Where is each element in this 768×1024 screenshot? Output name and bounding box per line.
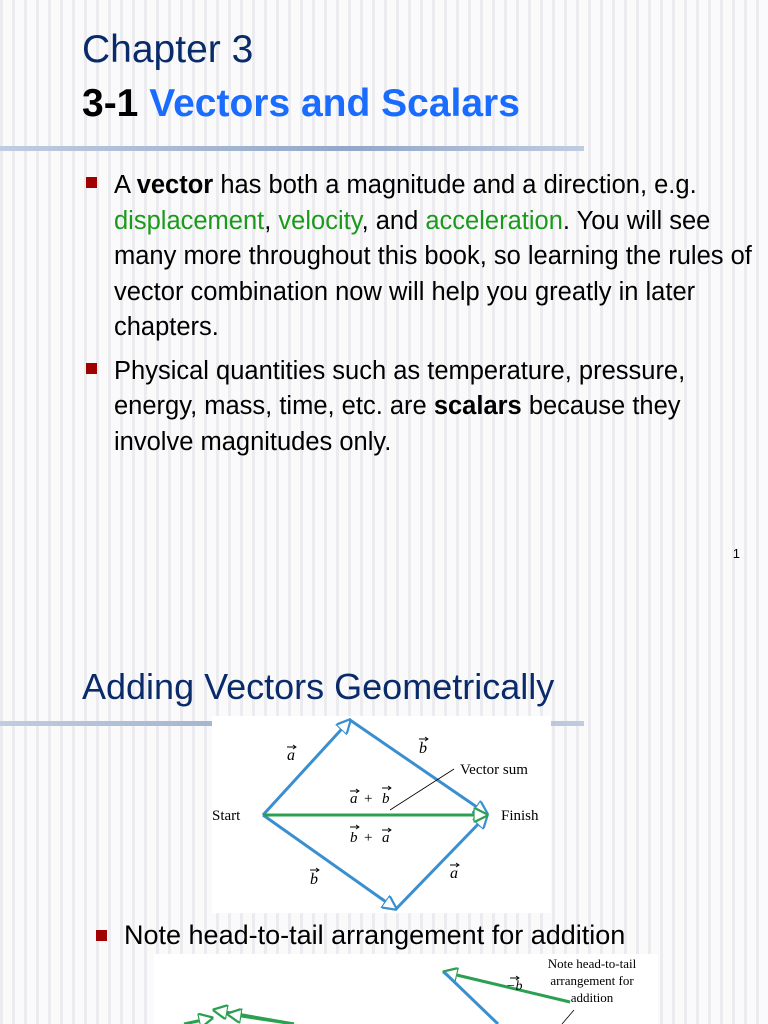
section-name: Vectors and Scalars <box>149 82 520 125</box>
label-b-top: b <box>419 740 427 757</box>
section-number: 3-1 <box>82 82 139 125</box>
note-line-1: Note head-to-tail <box>547 956 637 971</box>
head-to-tail-figure <box>154 954 658 1024</box>
vector-sum-leader-line <box>390 769 454 810</box>
vector-parallelogram-diagram <box>212 716 551 913</box>
label-sum-plus-2: + <box>364 830 373 846</box>
label-sum-a: a <box>350 791 358 807</box>
term-vector: vector <box>136 171 214 199</box>
square-bullet-icon <box>96 930 107 941</box>
text-run: Physical quantities such as temperature, pressure, energy, mass, time, etc. are <box>114 356 686 420</box>
title-divider <box>0 146 584 151</box>
note-leader-line <box>562 1010 574 1024</box>
term-velocity: velocity <box>278 206 362 235</box>
vector-sum-label: Vector sum <box>460 762 528 778</box>
square-bullet-icon <box>86 177 97 188</box>
left-small-arrow <box>184 1018 212 1024</box>
bullet-item-vector <box>86 168 756 346</box>
note-line-3: addition <box>570 990 614 1005</box>
label-a-top: a <box>287 747 295 764</box>
label-a-bottom: a <box>450 865 458 882</box>
slide-title: Adding Vectors Geometrically <box>82 666 555 707</box>
label-neg-b: −b <box>506 979 523 994</box>
vector-b-bottom <box>263 815 396 909</box>
finish-label: Finish <box>501 808 539 824</box>
bullet-item-note <box>96 920 625 951</box>
chapter-title: Chapter 3 <box>82 28 254 71</box>
head-to-tail-diagram <box>154 954 658 1024</box>
text-run: . You will see many more throughout this book, so learning the rules of vector combination now will help you greatly in later chapters. <box>114 206 752 341</box>
bullet-list <box>86 168 756 468</box>
page-number: 1 <box>732 546 740 561</box>
bullet-item-scalar <box>86 354 756 461</box>
note-text: Note head-to-tail arrangement for addition <box>124 920 626 950</box>
start-label: Start <box>212 808 241 824</box>
section-title <box>82 82 520 127</box>
label-b-bottom: b <box>310 871 318 888</box>
term-acceleration: acceleration <box>425 206 563 235</box>
square-bullet-icon <box>86 363 97 374</box>
text-run: because they involve magnitudes only. <box>114 392 681 456</box>
text-run: , <box>264 206 279 235</box>
vector-a-bottom <box>396 815 487 909</box>
label-sum-b: b <box>382 791 390 807</box>
term-scalars: scalars <box>433 392 522 420</box>
text-run: , and <box>361 206 426 235</box>
note-line-2: arrangement for <box>550 973 634 988</box>
label-sum-b2: b <box>350 830 358 846</box>
left-green-arrow-2 <box>228 1014 294 1024</box>
slide-2 <box>0 578 768 1024</box>
term-displacement: displacement <box>114 206 265 235</box>
vector-a-top <box>263 720 350 815</box>
vector-addition-figure <box>212 716 551 913</box>
label-sum-a2: a <box>382 830 390 846</box>
text-run: A <box>114 171 137 199</box>
label-sum-plus-1: + <box>364 791 373 807</box>
text-run: has both a magnitude and a direction, e.g. <box>213 171 697 199</box>
